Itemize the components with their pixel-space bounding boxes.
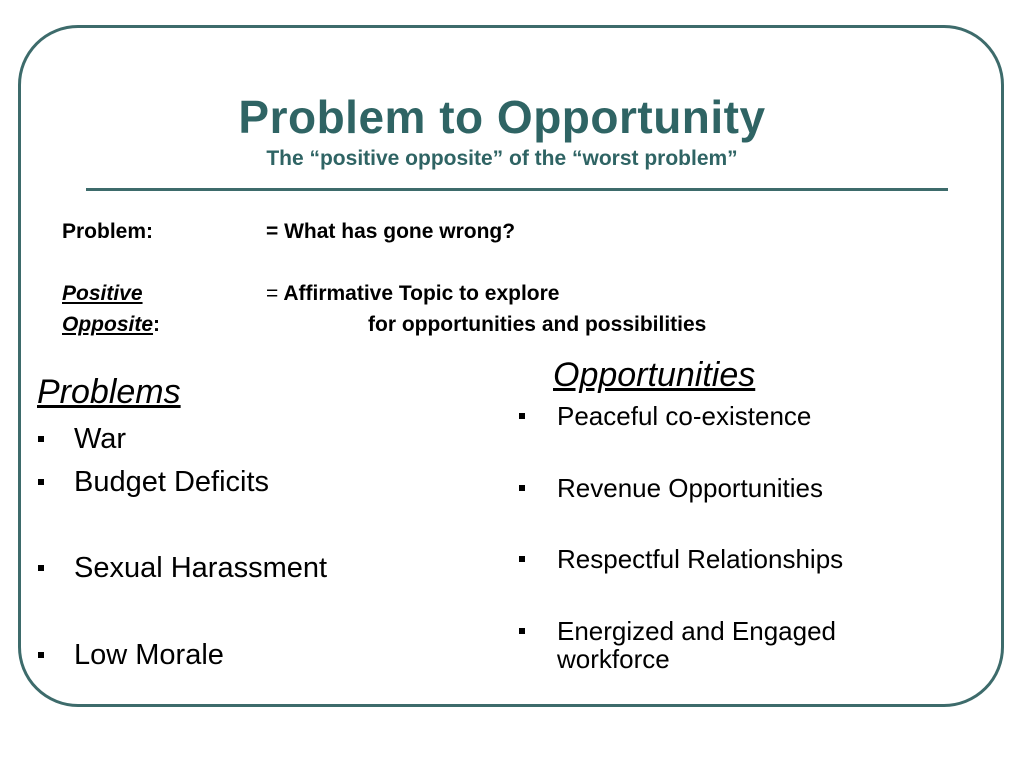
problem-definition: = What has gone wrong?: [266, 220, 516, 243]
positive-word: Positive: [62, 282, 143, 305]
slide-subtitle: The “positive opposite” of the “worst problem”: [266, 147, 738, 170]
positive-opposite-definition-line1: [266, 281, 560, 307]
bullet-icon: [38, 565, 44, 571]
positive-opposite-label-line2: [62, 312, 160, 338]
bullet-icon: [38, 652, 44, 658]
equals-sign: =: [266, 282, 279, 305]
opposite-word: Opposite: [62, 313, 154, 336]
bullet-icon: [38, 436, 44, 442]
title-divider: [86, 188, 948, 191]
positive-opposite-label-line1: [62, 281, 143, 307]
bullet-icon: [519, 413, 525, 419]
bullet-icon: [519, 485, 525, 491]
bullet-icon: [38, 479, 44, 485]
opportunities-heading: Opportunities: [553, 356, 756, 394]
problems-heading: Problems: [37, 373, 181, 411]
affirmative-topic-text: Affirmative Topic to explore: [283, 282, 560, 305]
opposite-colon: :: [153, 313, 161, 336]
positive-opposite-definition-line2: for opportunities and possibilities: [368, 313, 707, 336]
problem-label: Problem:: [62, 220, 154, 243]
bullet-icon: [519, 628, 525, 634]
bullet-icon: [519, 556, 525, 562]
slide-title: Problem to Opportunity: [238, 91, 766, 143]
